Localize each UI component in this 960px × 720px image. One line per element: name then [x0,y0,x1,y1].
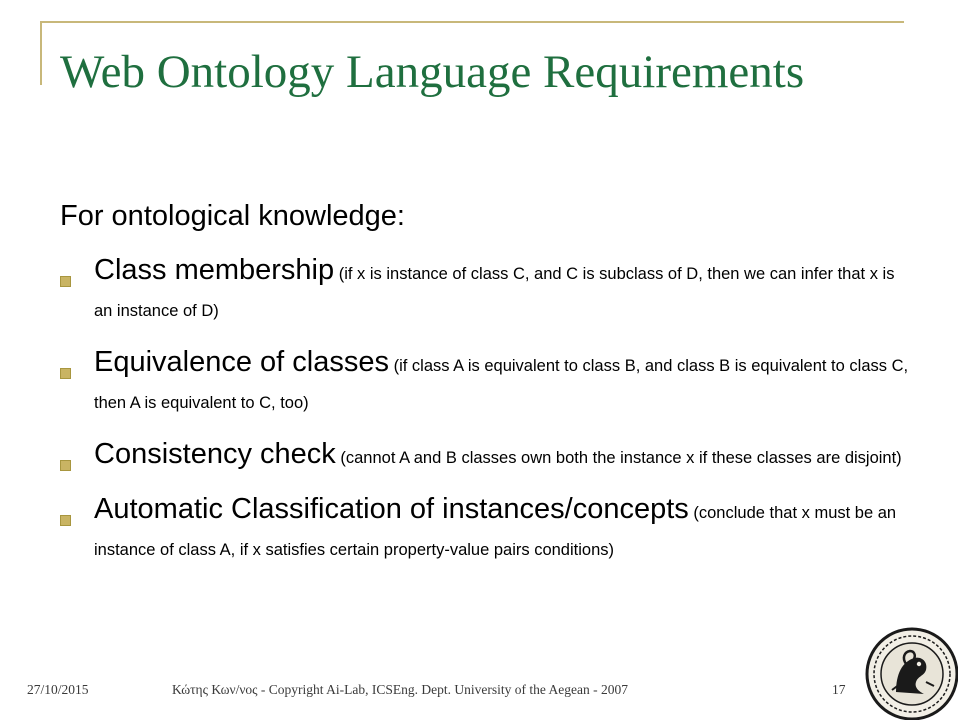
frame-left-line [40,21,42,85]
square-bullet-icon [60,276,71,287]
list-item [60,344,910,422]
slide-title: Web Ontology Language Requirements [60,46,805,98]
footer-date: 27/10/2015 [27,682,89,697]
bullet-heading: Automatic Classification of instances/concepts [94,493,689,525]
list-item [60,491,910,569]
page-number: 17 [832,682,846,697]
bullet-list [60,252,910,583]
footer-copyright: Κώτης Κων/νος - Copyright Ai-Lab, ICSEng. Dept. University of the Aegean - 2007 [172,682,628,697]
square-bullet-icon [60,515,71,526]
bullet-heading: Class membership [94,254,335,286]
square-bullet-icon [60,460,71,471]
bullet-description: (if class A is equivalent to class B, and class B is equivalent to class C, then A is equivalent to C, too) [94,357,909,412]
frame-top-line [40,21,904,23]
list-item [60,436,910,477]
slide-intro: For ontological knowledge: [60,200,405,232]
square-bullet-icon [60,368,71,379]
bullet-heading: Consistency check [94,438,336,470]
bullet-heading: Equivalence of classes [94,346,389,378]
list-item [60,252,910,330]
bullet-description: (if x is instance of class C, and C is subclass of D, then we can infer that x is an instance of D) [94,265,895,320]
bullet-description: (cannot A and B classes own both the instance x if these classes are disjoint) [335,449,902,467]
bullet-description: (conclude that x must be an instance of class A, if x satisfies certain property-value pairs conditions) [94,504,897,559]
university-seal-icon [862,624,958,720]
